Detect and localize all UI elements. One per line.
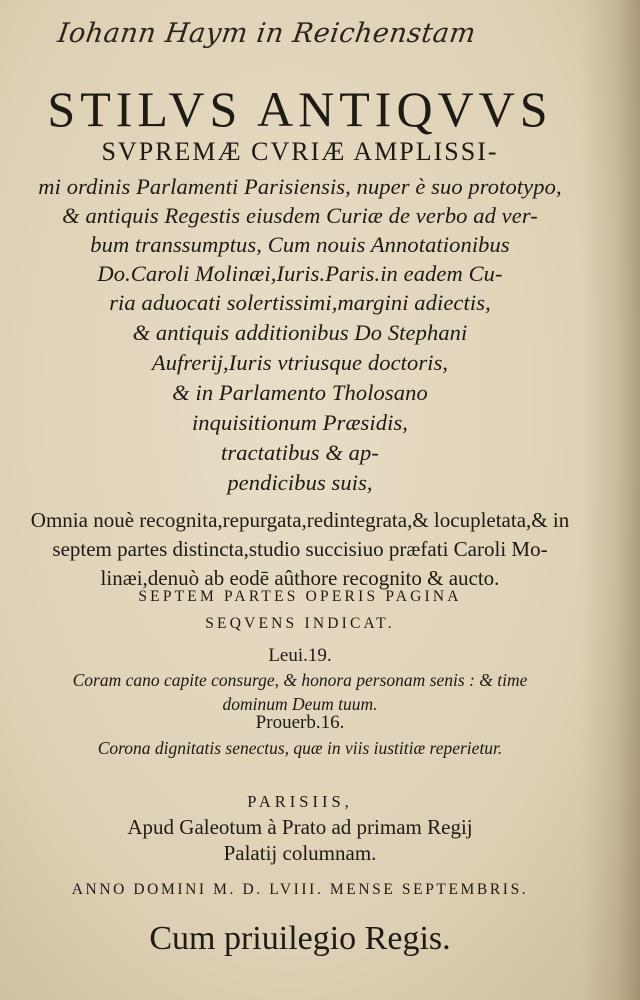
description-line: & in Parlamento Tholosano (172, 380, 428, 405)
description-line: Aufrerij,Iuris vtriusque doctoris, (151, 350, 449, 375)
title-line-1: STILVS ANTIQVVS (47, 81, 553, 137)
quote-reference: Prouerb.16. (255, 712, 345, 733)
description-line: pendicibus suis, (227, 470, 373, 495)
privilege-line: Cum priuilegio Regis. (149, 920, 451, 957)
description-line: ria aduocati solertissimi,margini adiectis, (109, 290, 491, 315)
description-line: mi ordinis Parlamenti Parisiensis, nuper è suo prototypo, (38, 174, 562, 199)
summary-line: septem partes distincta,studio succisiuo præfati Caroli Mo- (52, 537, 548, 561)
description-line: & antiquis additionibus Do Stephani (132, 320, 468, 345)
handwritten-signature: Iohann Haym in Reichenstam (55, 18, 478, 49)
quote-line: Coram cano capite consurge, & honora personam senis : & time (72, 670, 528, 690)
imprint-line: Apud Galeotum à Prato ad primam Regij (127, 815, 473, 839)
title-line-2: SVPREMÆ CVRIÆ AMPLISSI- (101, 137, 499, 166)
summary-line: linæi,denuò ab eodē aûthore recognito & aucto. (100, 566, 500, 590)
description-line: tractatibus & ap- (221, 440, 379, 465)
summary-line: Omnia nouè recognita,repurgata,redintegrata,& locupletata,& in (30, 508, 570, 532)
description-line: Do.Caroli Molinæi,Iuris.Paris.in eadem Cu- (97, 261, 503, 286)
imprint-city: PARISIIS, (247, 792, 353, 811)
septem-line: SEPTEM PARTES OPERIS PAGINA (138, 588, 462, 605)
description-line: bum transsumptus, Cum nouis Annotationibus (90, 232, 510, 257)
quote-line: dominum Deum tuum. (222, 694, 378, 714)
description-line: inquisitionum Præsidis, (191, 410, 409, 435)
date-line: ANNO DOMINI M. D. LVIII. MENSE SEPTEMBRIS. (71, 881, 529, 898)
description-line: & antiquis Regestis eiusdem Curiæ de verbo ad ver- (62, 203, 538, 228)
quote-line: Corona dignitatis senectus, quæ in viis iustitiæ reperietur. (97, 738, 503, 758)
imprint-line: Palatij columnam. (223, 841, 377, 865)
quote-reference: Leui.19. (268, 645, 332, 666)
septem-line: SEQVENS INDICAT. (205, 615, 395, 632)
